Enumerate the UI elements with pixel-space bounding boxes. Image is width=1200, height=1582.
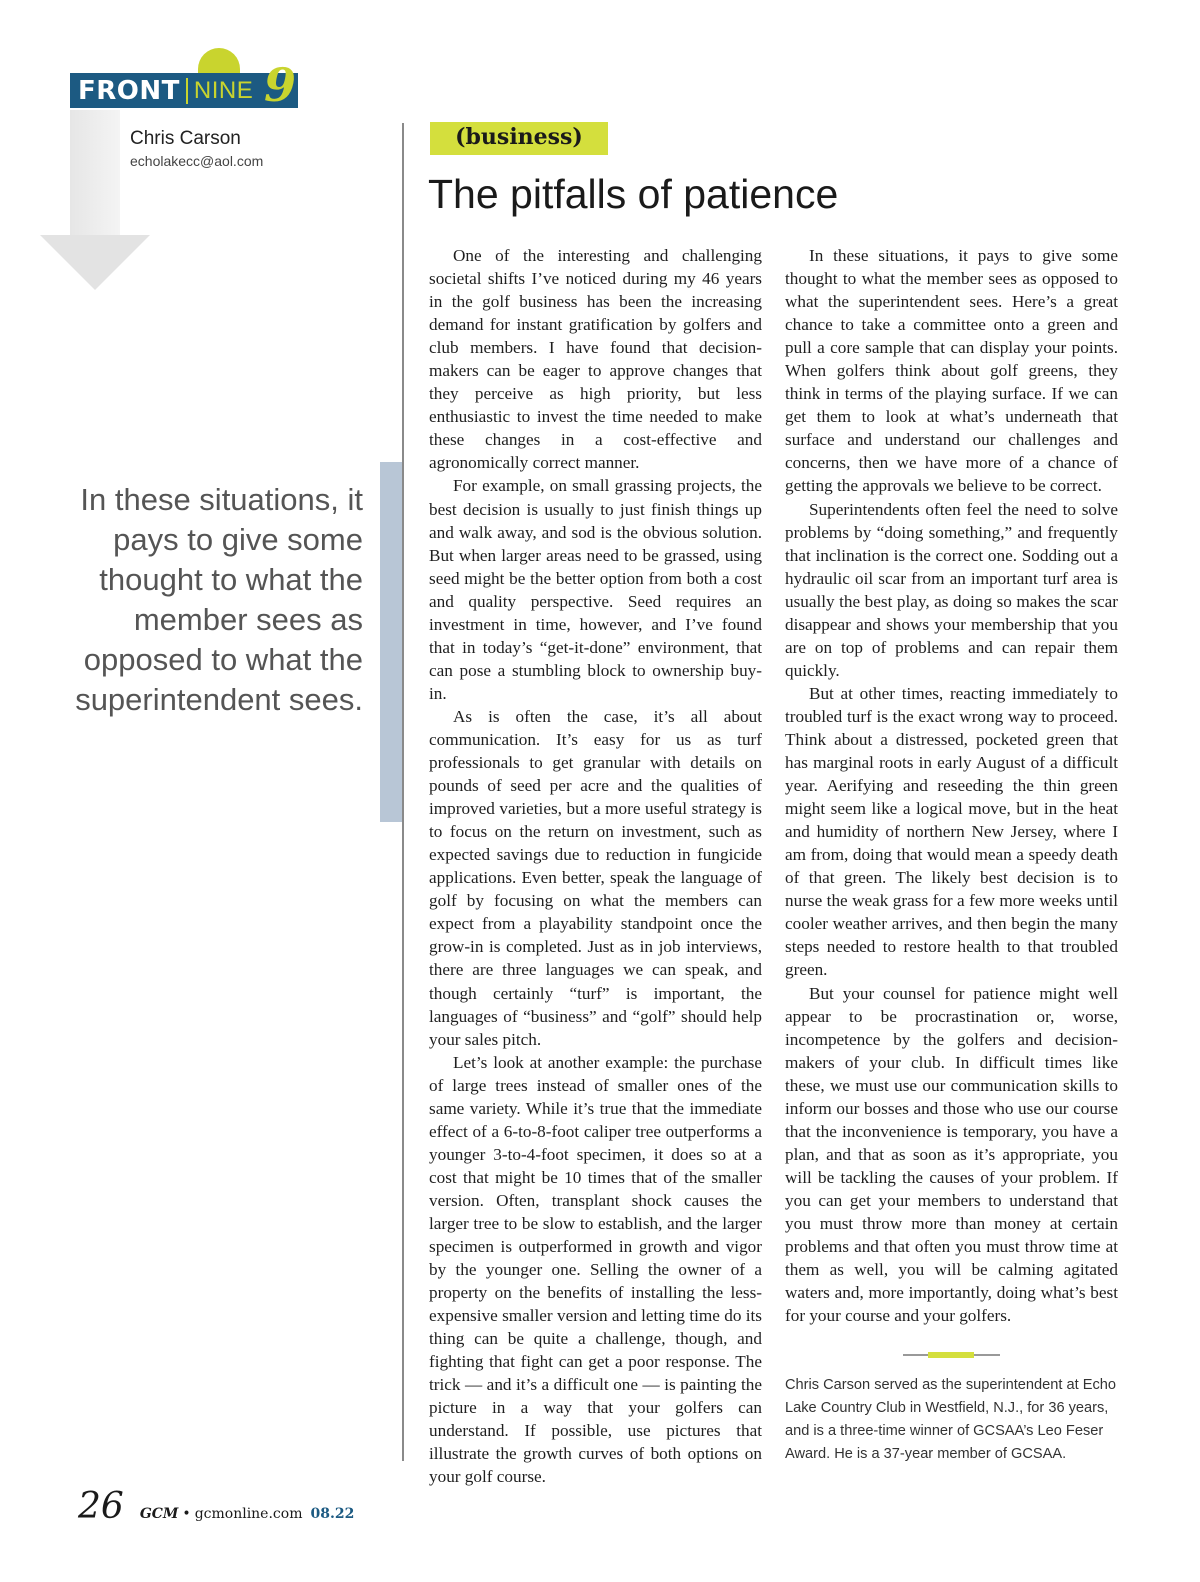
bio-divider: [903, 1354, 1000, 1356]
masthead-separator: [186, 78, 188, 104]
paragraph: But your counsel for patience might well appear to be procrastination or, worse, incompetence by the golfers and decision-makers of your club. In difficult times like these, we must use our communication skills to inform our bosses and those who use our course that the inconvenience is temporary, you have a plan, and that as soon as it’s appropriate, you will be tackling the causes of your problem. If you can get your members to understand that you must throw more than money at certain problems and that often you must throw time at them as well, you will be calming agitated waters and, more importantly, doing what’s best for your course and your golfers.: [785, 983, 1118, 1326]
footer-publication: [140, 1506, 303, 1522]
author-bio: Chris Carson served as the superintendent at Echo Lake Country Club in Westfield, N.J., for 36 years, and is a three-time winner of GCSAA’s Leo Feser Award. He is a 37-year member of GCSAA.: [785, 1377, 1116, 1462]
down-arrow-icon: [40, 235, 150, 290]
bio-divider-accent: [928, 1352, 974, 1358]
paragraph: For example, on small grassing projects, the best decision is usually to just finish things up and walk away, and sod is the obvious solution. But when larger areas need to be grassed, using seed might be the better option from both a cost and quality perspective. Seed requires an investment in time, however, and I’ve found that in today’s “get-it-done” environment, that can pose a stumbling block to ownership buy-in.: [429, 476, 762, 703]
article-column-2: [785, 244, 1118, 1327]
footer-bullet: •: [182, 1506, 191, 1522]
page-footer: [78, 1486, 354, 1527]
column-rule: [402, 123, 404, 1461]
footer-issue: 08.22: [310, 1506, 355, 1522]
section-tag: (business): [430, 122, 608, 155]
author-block: [130, 128, 263, 169]
down-arrow-shaft: [70, 110, 120, 236]
paragraph: But at other times, reacting immediately to troubled turf is the exact wrong way to proceed. Think about a distressed, pocketed green that has marginal roots in early August of a difficult year. Aerifying and reseeding the thin green might seem like a logical move, but in the heat and humidity of northern New Jersey, where I am from, doing that would mean a speedy death of that green. The likely best decision is to nurse the weak grass for a few more weeks until cooler weather arrives, and then begin the many steps needed to restore health to that troubled green.: [785, 683, 1118, 980]
section-masthead: [70, 48, 302, 110]
author-name: Chris Carson: [130, 128, 241, 149]
masthead-nine: NINE: [193, 76, 254, 104]
footer-site: gcmonline.com: [194, 1506, 303, 1522]
masthead-nine-numeral: 9: [264, 58, 297, 112]
paragraph: Let’s look at another example: the purchase of large trees instead of smaller ones of the same variety. While it’s true that the immediate effect of a 6-to-8-foot caliper tree outperforms a younger 3-to-4-foot specimen, it does so at a cost that might be 10 times that of the smaller version. Often, transplant shock causes the larger tree to be slow to establish, and the larger specimen is outperformed in growth and vigor by the younger one. Selling the owner of a property on the benefits of installing the less-expensive smaller version and letting time do its thing can be quite a challenge, though, and fighting that fight can get a poor response. The trick — and it’s a difficult one — is painting the picture in a way that your golfers can understand. If possible, use pictures that illustrate the growth curves of both options on your golf course.: [429, 1052, 762, 1487]
masthead-front: FRONT: [78, 75, 180, 106]
page-number: 26: [78, 1486, 124, 1527]
paragraph: As is often the case, it’s all about communication. It’s easy for us as turf professionals to get granular with details on pounds of seed per acre and the qualities of improved varieties, but a more useful strategy is to focus on the return on investment, such as expected savings due to reduction in fungicide applications. Even better, speak the language of golf by focusing on what the members can expect from a playability standpoint once the grow-in is completed. Just as in job interviews, there are three languages we can speak, and though certainly “turf” is important, the languages of “business” and “golf” should help your sales pitch.: [429, 706, 762, 1049]
paragraph: In these situations, it pays to give some thought to what the member sees as opposed to what the superintendent sees. Here’s a great chance to take a committee onto a green and pull a core sample that can display your points. When golfers think about golf greens, they think in terms of the playing surface. If we can get them to look at what’s underneath that surface and understand our challenges and concerns, then we have more of a chance of getting the approvals we believe to be correct.: [785, 246, 1118, 496]
pull-quote-accent-bar: [380, 462, 402, 822]
pull-quote: In these situations, it pays to give some thought to what the member sees as opposed to what the superintendent sees.: [75, 482, 363, 717]
article-headline: The pitfalls of patience: [428, 171, 839, 217]
paragraph: Superintendents often feel the need to solve problems by “doing something,” and frequently that inclination is the correct one. Sodding out a hydraulic oil scar from an important turf area is usually the best play, as doing so makes the scar disappear and shows your membership that you are on top of problems and can repair them quickly.: [785, 499, 1118, 680]
author-email: echolakecc@aol.com: [130, 153, 264, 169]
paragraph: One of the interesting and challenging societal shifts I’ve noticed during my 46 years in the golf business has been the increasing demand for instant gratification by golfers and club members. I have found that decision-makers can be eager to approve changes that they perceive as high priority, but less enthusiastic to invest the time needed to make these changes in a cost-effective and agronomically correct manner.: [429, 246, 762, 473]
footer-gcm: GCM: [139, 1506, 179, 1522]
article-column-1: [429, 244, 762, 1489]
